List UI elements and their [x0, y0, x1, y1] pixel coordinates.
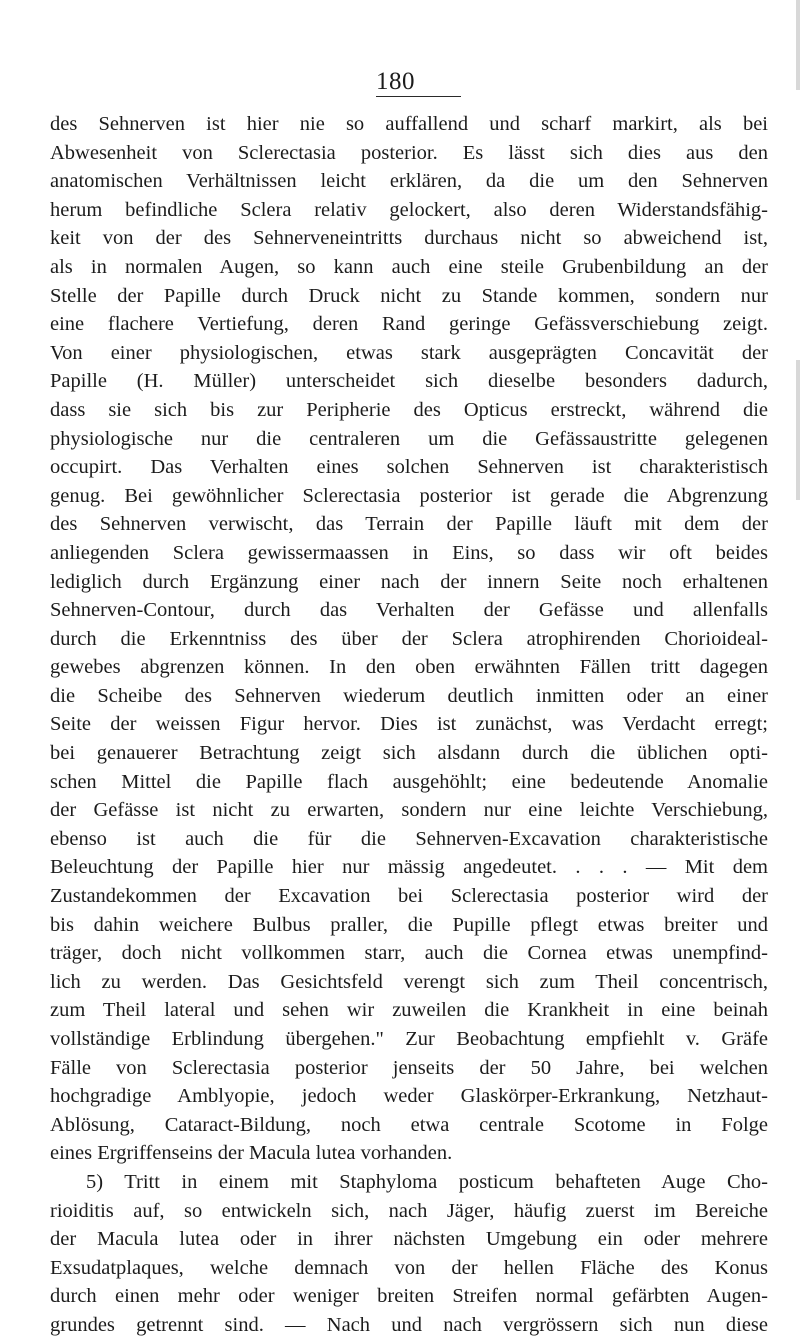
text-line: durch einen mehr oder weniger breiten Streifen normal gefärbten Augen-: [50, 1285, 768, 1308]
text-line: gewebes abgrenzen können. In den oben erwähnten Fällen tritt dagegen: [50, 656, 768, 679]
text-line: ebenso ist auch die für die Sehnerven-Excavation charakteristische: [50, 827, 768, 850]
text-line: Ablösung, Cataract-Bildung, noch etwa centrale Scotome in Folge: [50, 1113, 768, 1136]
text-line: träger, doch nicht vollkommen starr, auch die Cornea etwas unempfind-: [50, 942, 768, 965]
text-line: Von einer physiologischen, etwas stark ausgeprägten Concavität der: [50, 341, 768, 364]
text-line: keit von der des Sehnerveneintritts durchaus nicht so abweichend ist,: [50, 227, 768, 250]
body-text: [50, 110, 768, 1340]
text-line: bei genauerer Betrachtung zeigt sich alsdann durch die üblichen opti-: [50, 742, 768, 765]
text-line: lediglich durch Ergänzung einer nach der innern Seite noch erhaltenen: [50, 570, 768, 593]
text-line: hochgradige Amblyopie, jedoch weder Glaskörper-Erkrankung, Netzhaut-: [50, 1085, 768, 1108]
text-line: als in normalen Augen, so kann auch eine steile Grubenbildung an der: [50, 255, 768, 278]
page-edge-shadow: [796, 360, 800, 500]
text-line: des Sehnerven verwischt, das Terrain der Papille läuft mit dem der: [50, 513, 768, 536]
text-line: eine flachere Vertiefung, deren Rand geringe Gefässverschiebung zeigt.: [50, 313, 768, 336]
text-line: grundes getrennt sind. — Nach und nach vergrössern sich nun diese: [50, 1313, 768, 1336]
text-line: der Gefässe ist nicht zu erwarten, sondern nur eine leichte Verschiebung,: [50, 799, 768, 822]
text-line: Seite der weissen Figur hervor. Dies ist zunächst, was Verdacht erregt;: [50, 713, 768, 736]
text-line: occupirt. Das Verhalten eines solchen Sehnerven ist charakteristisch: [50, 456, 768, 479]
text-line: bis dahin weichere Bulbus praller, die Pupille pflegt etwas breiter und: [50, 913, 768, 936]
text-line: Papille (H. Müller) unterscheidet sich dieselbe besonders dadurch,: [50, 370, 768, 393]
text-line: lich zu werden. Das Gesichtsfeld verengt sich zum Theil concentrisch,: [50, 970, 768, 993]
text-line: genug. Bei gewöhnlicher Sclerectasia posterior ist gerade die Abgrenzung: [50, 484, 768, 507]
text-line: anatomischen Verhältnissen leicht erklären, da die um den Sehnerven: [50, 170, 768, 193]
text-line: Exsudatplaques, welche demnach von der hellen Fläche des Konus: [50, 1256, 768, 1279]
text-line: Zustandekommen der Excavation bei Sclerectasia posterior wird der: [50, 885, 768, 908]
text-line: rioiditis auf, so entwickeln sich, nach Jäger, häufig zuerst im Bereiche: [50, 1199, 768, 1222]
text-line: zum Theil lateral und sehen wir zuweilen die Krankheit in eine beinah: [50, 999, 768, 1022]
text-line: durch die Erkenntniss des über der Sclera atrophirenden Chorioideal-: [50, 627, 768, 650]
text-line: herum befindliche Sclera relativ gelockert, also deren Widerstandsfähig-: [50, 198, 768, 221]
text-line: 5) Tritt in einem mit Staphyloma posticum behafteten Auge Cho-: [86, 1170, 768, 1193]
text-line: die Scheibe des Sehnerven wiederum deutlich inmitten oder an einer: [50, 684, 768, 707]
text-line: Stelle der Papille durch Druck nicht zu Stande kommen, sondern nur: [50, 284, 768, 307]
text-line: der Macula lutea oder in ihrer nächsten Umgebung ein oder mehrere: [50, 1228, 768, 1251]
text-line: vollständige Erblindung übergehen." Zur Beobachtung empfiehlt v. Gräfe: [50, 1028, 768, 1050]
text-line: dass sie sich bis zur Peripherie des Opticus erstreckt, während die: [50, 398, 768, 421]
text-line: Beleuchtung der Papille hier nur mässig angedeutet. . . . — Mit dem: [50, 856, 768, 879]
page-edge-shadow: [796, 0, 800, 90]
text-line: anliegenden Sclera gewissermaassen in Eins, so dass wir oft beides: [50, 541, 768, 564]
text-line: schen Mittel die Papille flach ausgehöhlt; eine bedeutende Anomalie: [50, 770, 768, 793]
text-line: des Sehnerven ist hier nie so auffallend und scharf markirt, als bei: [50, 113, 768, 135]
text-line: physiologische nur die centraleren um die Gefässaustritte gelegenen: [50, 427, 768, 450]
text-line: Abwesenheit von Sclerectasia posterior. Es lässt sich dies aus den: [50, 141, 768, 164]
page-number: 180: [376, 68, 461, 97]
text-line: Fälle von Sclerectasia posterior jenseits der 50 Jahre, bei welchen: [50, 1056, 768, 1079]
text-line: Sehnerven-Contour, durch das Verhalten der Gefässe und allenfalls: [50, 599, 768, 622]
text-line: eines Ergriffenseins der Macula lutea vorhanden.: [50, 1142, 453, 1165]
